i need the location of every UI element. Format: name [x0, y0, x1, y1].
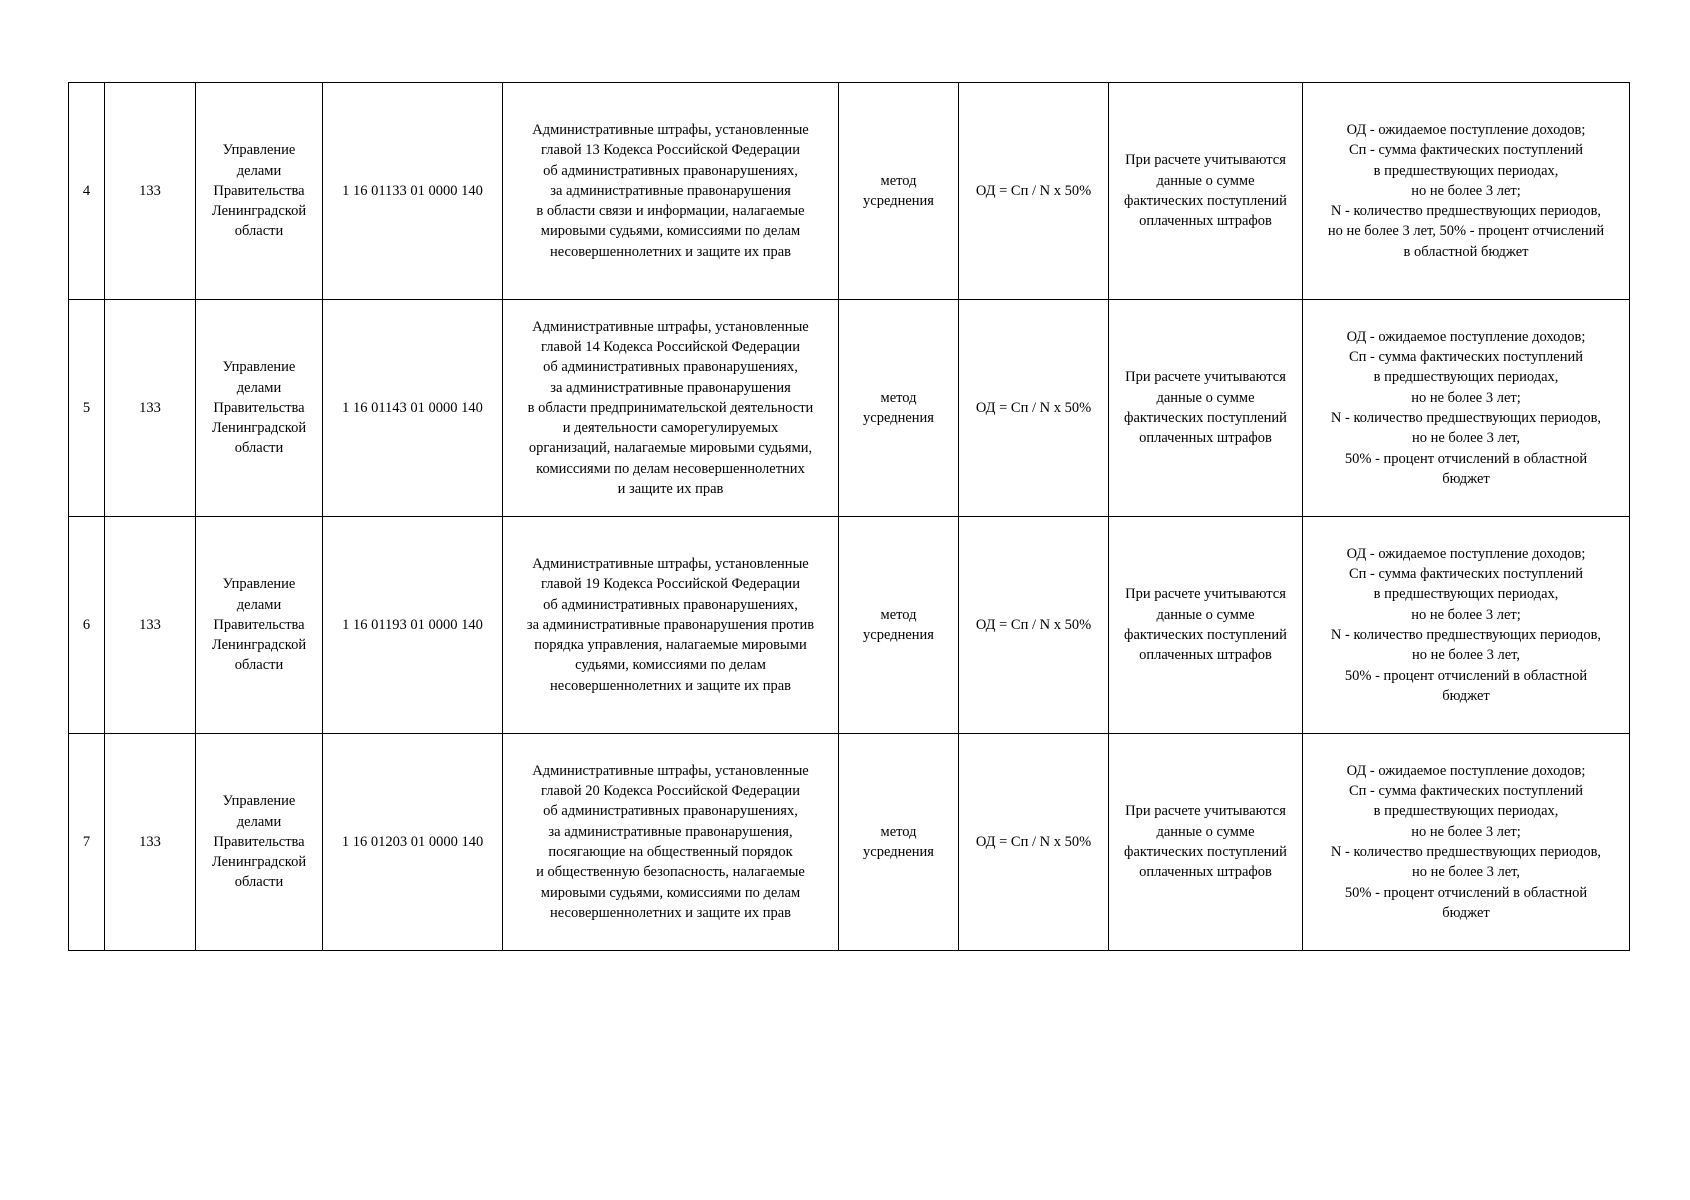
administrator-cell: Управление делами Правительства Ленинградской области [196, 300, 323, 517]
admin-code-cell: 133 [105, 83, 196, 300]
table-row [69, 83, 1630, 300]
kbk-code-cell: 1 16 01133 01 0000 140 [323, 83, 503, 300]
revenue-forecast-table [68, 82, 1630, 951]
kbk-code-cell: 1 16 01203 01 0000 140 [323, 734, 503, 951]
calculation-note-cell: При расчете учитываются данные о сумме фактических поступлений оплаченных штрафов [1109, 734, 1303, 951]
revenue-description-cell: Административные штрафы, установленные главой 14 Кодекса Российской Федерации об административных правонарушениях, за административные правонарушения в области предпринимательской деятельности и деятельности саморегулируемых организаций, налагаемые мировыми судьями, комиссиями по делам несовершеннолетних и защите их прав [503, 300, 839, 517]
method-cell: метод усреднения [839, 517, 959, 734]
method-cell: метод усреднения [839, 83, 959, 300]
administrator-cell: Управление делами Правительства Ленинградской области [196, 83, 323, 300]
formula-legend-cell: ОД - ожидаемое поступление доходов; Сп - сумма фактических поступлений в предшествующих периодах, но не более 3 лет; N - количество предшествующих периодов, но не более 3 лет, 50% - процент отчислений в областной бюджет [1303, 734, 1630, 951]
calculation-note-cell: При расчете учитываются данные о сумме фактических поступлений оплаченных штрафов [1109, 517, 1303, 734]
administrator-cell: Управление делами Правительства Ленинградской области [196, 734, 323, 951]
row-number-cell: 4 [69, 83, 105, 300]
formula-cell: ОД = Сп / N x 50% [959, 734, 1109, 951]
formula-cell: ОД = Сп / N x 50% [959, 83, 1109, 300]
row-number-cell: 5 [69, 300, 105, 517]
calculation-note-cell: При расчете учитываются данные о сумме фактических поступлений оплаченных штрафов [1109, 300, 1303, 517]
method-cell: метод усреднения [839, 300, 959, 517]
revenue-description-cell: Административные штрафы, установленные главой 13 Кодекса Российской Федерации об административных правонарушениях, за административные правонарушения в области связи и информации, налагаемые мировыми судьями, комиссиями по делам несовершеннолетних и защите их прав [503, 83, 839, 300]
revenue-description-cell: Административные штрафы, установленные главой 19 Кодекса Российской Федерации об административных правонарушениях, за административные правонарушения против порядка управления, налагаемые мировыми судьями, комиссиями по делам несовершеннолетних и защите их прав [503, 517, 839, 734]
formula-legend-cell: ОД - ожидаемое поступление доходов; Сп - сумма фактических поступлений в предшествующих периодах, но не более 3 лет; N - количество предшествующих периодов, но не более 3 лет, 50% - процент отчислений в областной бюджет [1303, 83, 1630, 300]
table-row [69, 300, 1630, 517]
revenue-description-cell: Административные штрафы, установленные главой 20 Кодекса Российской Федерации об административных правонарушениях, за административные правонарушения, посягающие на общественный порядок и общественную безопасность, налагаемые мировыми судьями, комиссиями по делам несовершеннолетних и защите их прав [503, 734, 839, 951]
row-number-cell: 6 [69, 517, 105, 734]
formula-legend-cell: ОД - ожидаемое поступление доходов; Сп - сумма фактических поступлений в предшествующих периодах, но не более 3 лет; N - количество предшествующих периодов, но не более 3 лет, 50% - процент отчислений в областной бюджет [1303, 517, 1630, 734]
administrator-cell: Управление делами Правительства Ленинградской области [196, 517, 323, 734]
admin-code-cell: 133 [105, 300, 196, 517]
admin-code-cell: 133 [105, 734, 196, 951]
kbk-code-cell: 1 16 01143 01 0000 140 [323, 300, 503, 517]
table-row [69, 734, 1630, 951]
method-cell: метод усреднения [839, 734, 959, 951]
formula-legend-cell: ОД - ожидаемое поступление доходов; Сп - сумма фактических поступлений в предшествующих периодах, но не более 3 лет; N - количество предшествующих периодов, но не более 3 лет, 50% - процент отчислений в областной бюджет [1303, 300, 1630, 517]
calculation-note-cell: При расчете учитываются данные о сумме фактических поступлений оплаченных штрафов [1109, 83, 1303, 300]
row-number-cell: 7 [69, 734, 105, 951]
table-row [69, 517, 1630, 734]
formula-cell: ОД = Сп / N x 50% [959, 517, 1109, 734]
admin-code-cell: 133 [105, 517, 196, 734]
kbk-code-cell: 1 16 01193 01 0000 140 [323, 517, 503, 734]
formula-cell: ОД = Сп / N x 50% [959, 300, 1109, 517]
